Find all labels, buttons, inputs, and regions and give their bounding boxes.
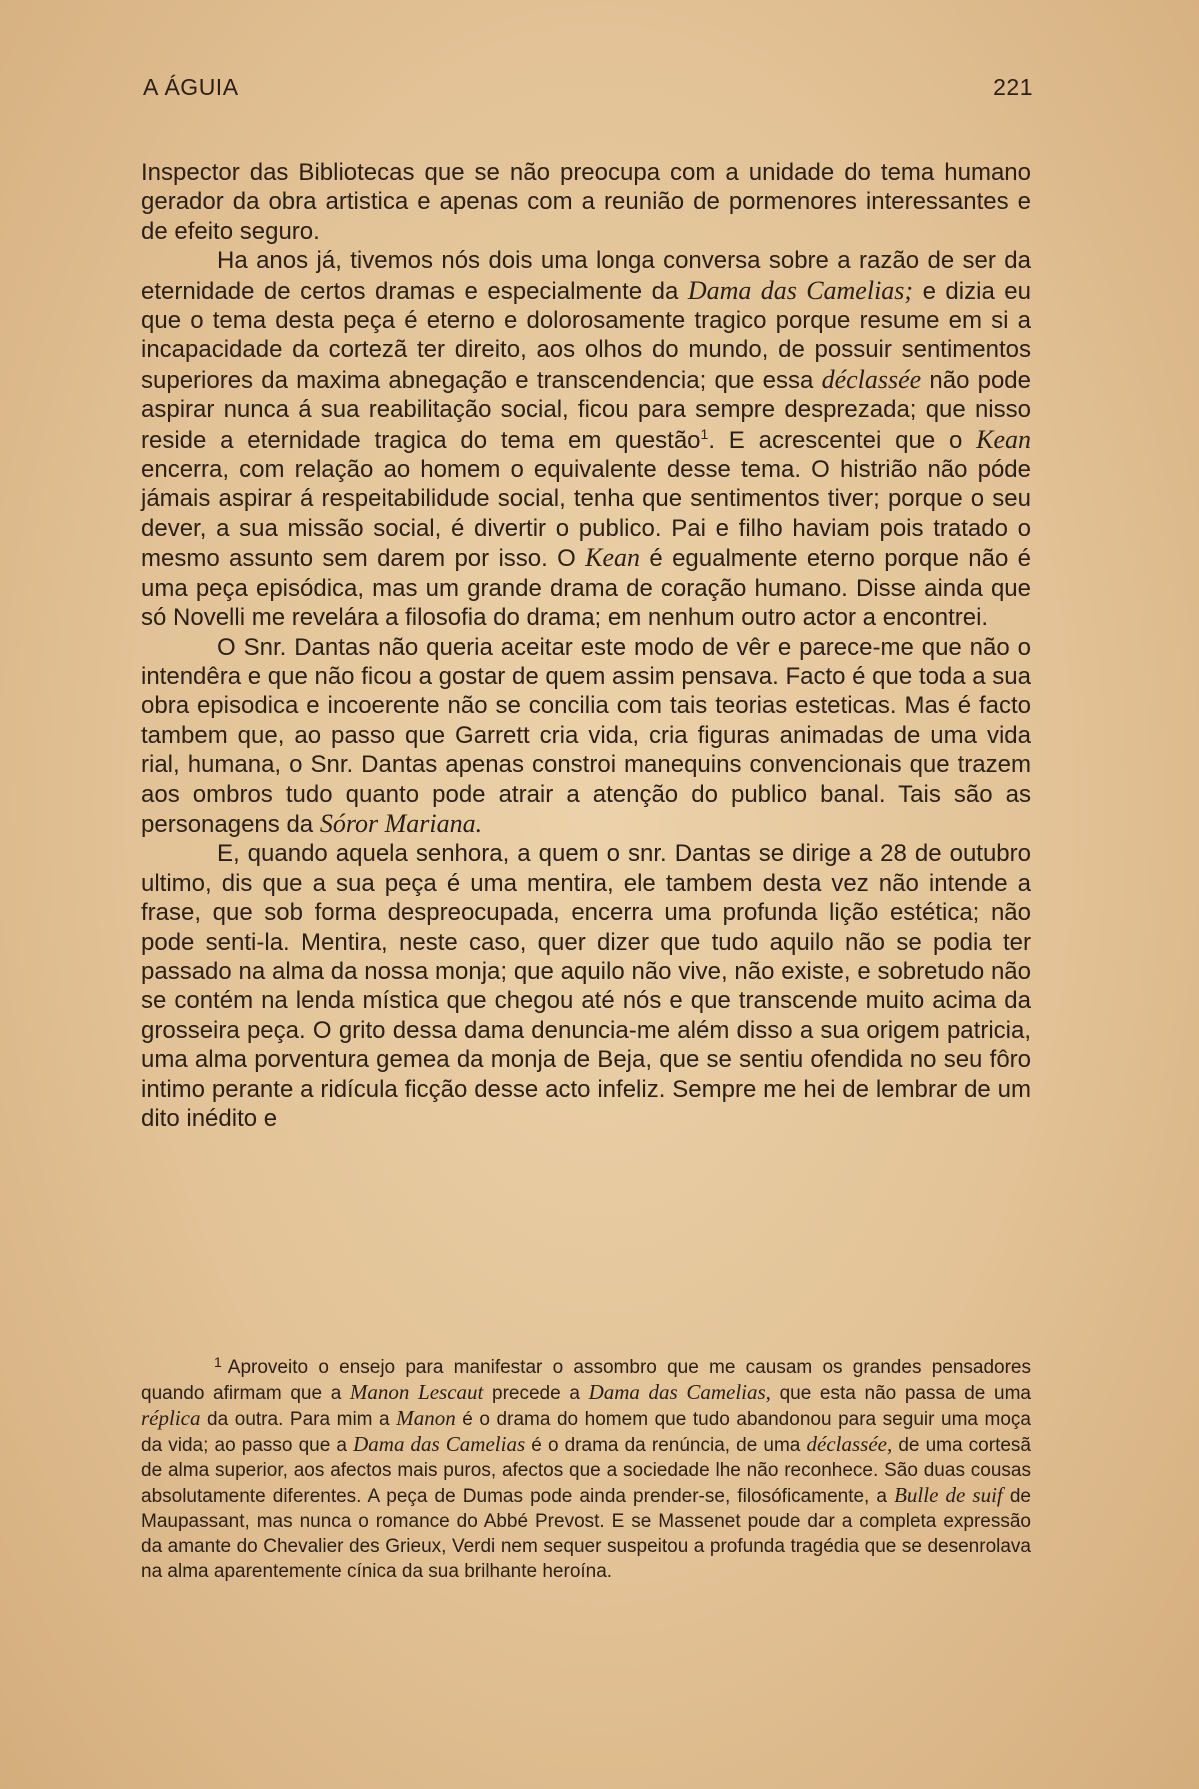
title-italic: Kean [976,424,1032,454]
running-header [143,70,1033,106]
title-italic: Dama das Camelias; [687,275,914,305]
term-italic: déclassée [821,364,922,394]
paragraph-4: E, quando aquela senhora, a quem o snr. Dantas se dirige a 28 de outubro ultimo, dis que a sua peça é uma mentira, ele tambem desta vez não intende a frase, que sob forma despreocupada, encerra uma profunda lição estética; não pode senti-la. Mentira, neste caso, quer dizer que tudo aquilo não se podia ter passado na alma da nossa monja; que aquilo não vive, não existe, e sobretudo não se contém na lenda mística que chegou até nós e que transcende muito acima da grosseira peça. O grito dessa dama denuncia-me além disso a sua origem patricia, uma alma porventura gemea da monja de Beja, que se sentiu ofendida no seu fôro intimo perante a ridícula ficção desse acto infeliz. Sempre me hei de lembrar de um dito inédito e [141,840,1031,1132]
title-italic: Kean [585,543,641,573]
footnote [141,1350,1031,1584]
main-text [141,158,1031,1133]
journal-title: A ÁGUIA [143,74,239,100]
paragraph-3: O Snr. Dantas não queria aceitar este modo de vêr e parece-me que não o intendêra e que não ficou a gostar de quem assim pensava. Facto é que toda a sua obra episodica e incoerente não se concilia com tais teorias esteticas. Mas é facto tambem que, ao passo que Garrett cria vida, cria figuras animadas de uma vida rial, humana, o Snr. Dantas apenas constroi manequins convencionais que trazem aos ombros tudo quanto pode atrair a atenção do publico banal. Tais são as personagens da Sóror Mariana. [141,633,1031,838]
paragraph-2: Ha anos já, tivemos nós dois uma longa conversa sobre a razão de ser da eternidade de certos dramas e especialmente da Dama das Camelias; e dizia eu que o tema desta peça é eterno e dolorosamente tragico porque resume em si a incapacidade da cortezã ter direito, aos olhos do mundo, de possuir sentimentos superiores da maxima abnegação e transcendencia; que essa déclassée não pode aspirar nunca á sua reabilitação social, ficou para sempre desprezada; que nisso reside a eternidade tragica do tema em questão$^1$. E acrescentei que o Kean encerra, com relação ao homem o equivalente desse tema. O histrião não póde jámais aspirar á respeitabilidude social, tenha que sentimentos tiver; porque o seu dever, a sua missão social, é divertir o publico. Pai e filho haviam pois tratado o mesmo assunto sem darem por isso. O Kean é egualmente eterno porque não é uma peça episódica, mas um grande drama de coração humano. Disse ainda que só Novelli me revelára a filosofia do drama; em nenhum outro actor a encontrei. [141,247,1032,632]
title-italic: Sóror Mariana. [319,808,483,838]
page-number: 221 [993,74,1033,100]
footnote-1: $^1$ Aproveito o ensejo para manifestar o assombro que me causam os grandes pensadores quando afirmam que a Manon Lescaut precede a Dama das Camelias, que esta não passa de uma réplica da outra. Para mim a Manon é o drama do homem que tudo abandonou para seguir uma moça da vida; ao passo que a Dama das Camelias é o drama da renúncia, de uma déclassée, de uma cortesã de alma superior, aos afectos mais puros, afectos que a sociedade lhe não reconhece. São duas cousas absolutamente diferentes. A peça de Dumas pode ainda prender-se, filosóficamente, a Bulle de suif de Maupassant, mas nunca o romance do Abbé Prevost. E se Massenet poude dar a completa expressão da amante do Chevalier des Grieux, Verdi nem sequer suspeitou a profunda tragédia que se desenrolava na alma aparentemente cínica da sua brilhante heroína. [141,1354,1031,1582]
paragraph-1: Inspector das Bibliotecas que se não preocupa com a unidade do tema humano gerador da obra artistica e apenas com a reunião de pormenores interessantes e de efeito seguro. [141,159,1031,245]
footnote-mark: 1 [214,1354,222,1370]
footnote-ref: 1 [700,425,709,442]
